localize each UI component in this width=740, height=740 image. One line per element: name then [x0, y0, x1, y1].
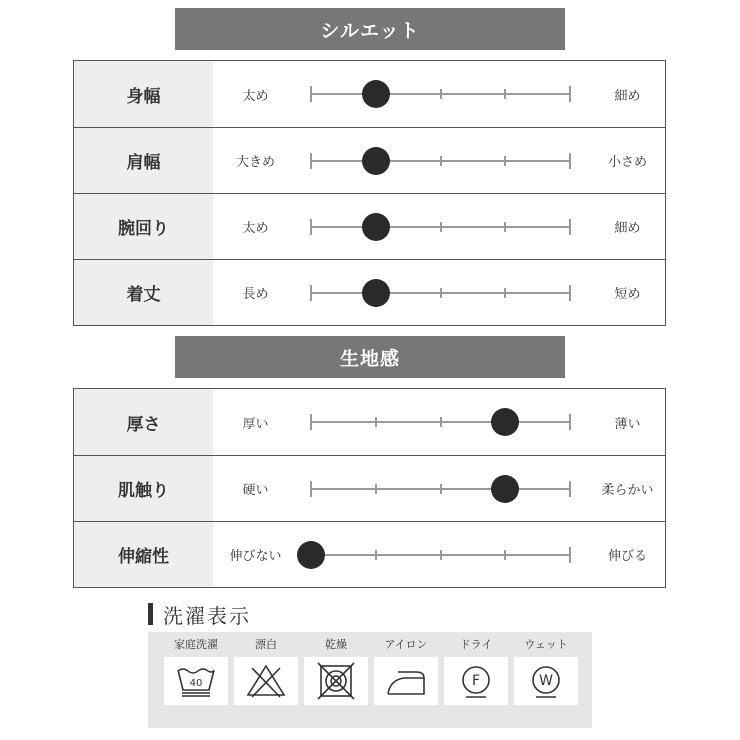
scale-min-label: 伸びない — [229, 549, 282, 564]
scale-tick — [569, 285, 571, 301]
scale-tick — [569, 414, 571, 430]
washing-title — [148, 600, 251, 628]
attribute-label: 肌触り — [74, 456, 213, 521]
scale-min-label: 太め — [242, 221, 269, 236]
wet-clean-w-icon — [514, 657, 578, 705]
attribute-row — [74, 61, 665, 127]
scale-tick — [569, 219, 571, 235]
attribute-row — [74, 521, 665, 587]
scale-max-label: 細め — [614, 221, 641, 236]
attribute-row — [74, 455, 665, 521]
scale-tick — [310, 153, 312, 169]
scale-tick — [440, 484, 442, 494]
scale-tick — [569, 547, 571, 563]
scale-tick — [375, 550, 377, 560]
care-label: 家庭洗濯 — [174, 638, 218, 651]
rating-scale — [310, 544, 571, 566]
care-label: 乾燥 — [325, 638, 347, 651]
svg-text:F: F — [471, 673, 481, 689]
scale-tick — [440, 550, 442, 560]
care-item — [164, 632, 228, 705]
silhouette-title: シルエット — [320, 19, 420, 42]
care-label: アイロン — [384, 638, 428, 651]
attribute-label: 肩幅 — [74, 128, 213, 193]
scale-tick — [569, 86, 571, 102]
scale-tick — [440, 417, 442, 427]
scale-min-label: 太め — [242, 88, 269, 104]
attribute-label: 腕回り — [74, 194, 213, 259]
scale-marker — [297, 541, 325, 569]
care-item — [304, 632, 368, 705]
no-tumble-dry-icon — [304, 657, 368, 705]
scale-marker — [362, 213, 390, 241]
rating-scale — [310, 216, 571, 238]
attribute-label: 着丈 — [74, 260, 213, 325]
scale-min-label: 厚い — [242, 416, 269, 432]
scale-marker — [491, 408, 519, 436]
dry-clean-f-icon — [444, 657, 508, 705]
scale-tick — [440, 288, 442, 298]
no-bleach-icon — [234, 657, 298, 705]
attribute-label: 伸縮性 — [74, 522, 213, 587]
scale-max-label: 小さめ — [607, 155, 647, 170]
attribute-row — [74, 193, 665, 259]
care-item — [444, 632, 508, 705]
scale-tick — [310, 86, 312, 102]
scale-tick — [504, 550, 506, 560]
scale-min-label: 硬い — [242, 483, 269, 498]
care-label: ウェット — [524, 638, 568, 651]
scale-marker — [491, 475, 519, 503]
scale-max-label: 柔らかい — [601, 483, 654, 498]
title-bar — [148, 603, 153, 625]
iron-icon — [374, 657, 438, 705]
rating-scale — [310, 83, 571, 105]
attribute-row — [74, 127, 665, 193]
silhouette-table — [73, 60, 666, 326]
scale-marker — [362, 80, 390, 108]
scale-max-label: 伸びる — [607, 549, 647, 564]
svg-text:40: 40 — [189, 678, 203, 689]
fabric-table — [73, 388, 666, 588]
fabric-title: 生地感 — [339, 347, 400, 370]
care-label: 漂白 — [255, 638, 277, 651]
attribute-row — [74, 259, 665, 325]
scale-tick — [569, 153, 571, 169]
scale-tick — [504, 89, 506, 99]
scale-tick — [569, 481, 571, 497]
scale-tick — [375, 484, 377, 494]
washtub-40-icon — [164, 657, 228, 705]
scale-tick — [504, 222, 506, 232]
silhouette-header — [175, 8, 565, 50]
rating-scale — [310, 411, 571, 433]
scale-tick — [310, 285, 312, 301]
scale-tick — [310, 414, 312, 430]
scale-tick — [504, 288, 506, 298]
scale-tick — [440, 89, 442, 99]
scale-tick — [440, 156, 442, 166]
attribute-row — [74, 389, 665, 455]
scale-tick — [440, 222, 442, 232]
scale-tick — [310, 481, 312, 497]
scale-max-label: 短め — [614, 287, 641, 302]
scale-marker — [362, 147, 390, 175]
scale-min-label: 大きめ — [235, 155, 275, 170]
care-item — [514, 632, 578, 705]
rating-scale — [310, 282, 571, 304]
scale-max-label: 薄い — [614, 416, 641, 432]
scale-tick — [375, 417, 377, 427]
fabric-header — [175, 336, 565, 378]
scale-max-label: 細め — [614, 88, 641, 104]
rating-scale — [310, 150, 571, 172]
care-item — [234, 632, 298, 705]
scale-min-label: 長め — [242, 287, 269, 302]
scale-marker — [362, 279, 390, 307]
care-item — [374, 632, 438, 705]
washing-panel — [148, 632, 592, 728]
care-label: ドライ — [459, 638, 493, 651]
svg-text:W: W — [539, 673, 553, 689]
scale-tick — [310, 219, 312, 235]
attribute-label: 身幅 — [74, 61, 213, 127]
attribute-label: 厚さ — [74, 389, 213, 455]
scale-tick — [504, 156, 506, 166]
rating-scale — [310, 478, 571, 500]
washing-title-text: 洗濯表示 — [163, 603, 251, 628]
